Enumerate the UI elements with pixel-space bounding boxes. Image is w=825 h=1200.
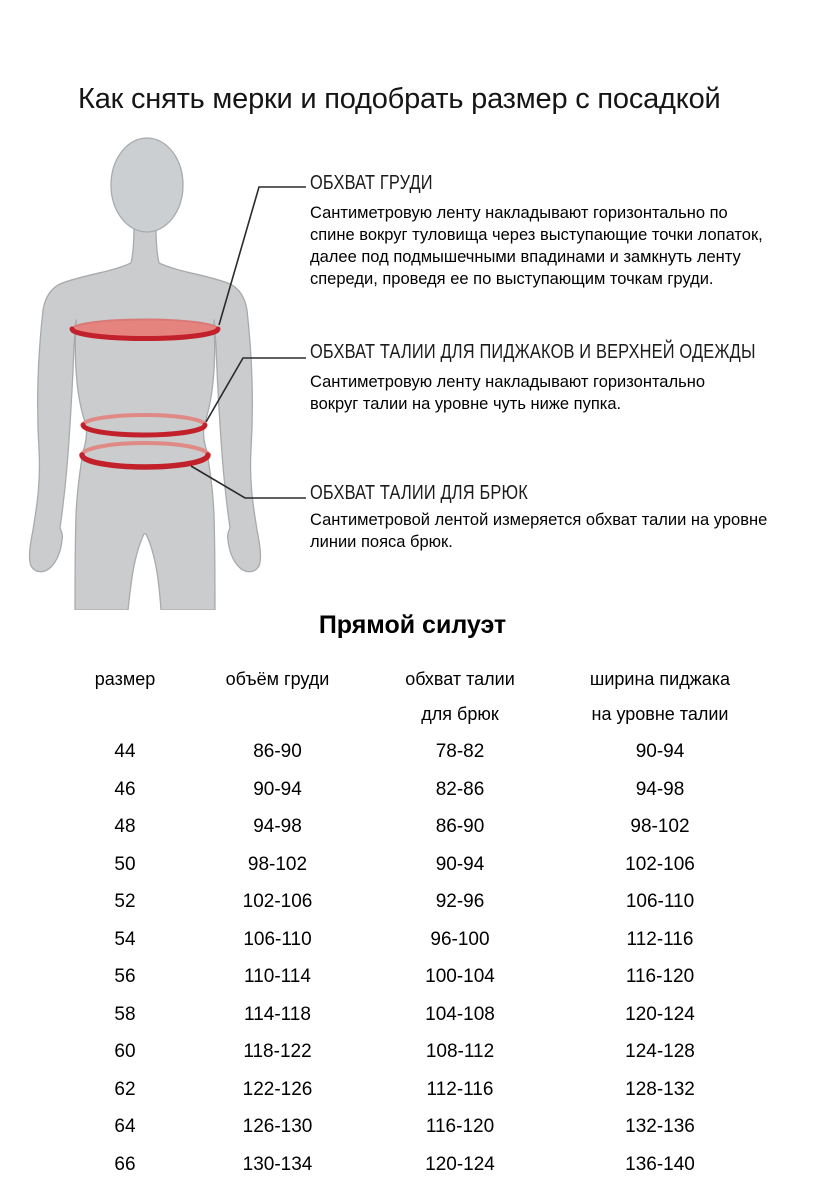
measurement-trouser-waist-heading: ОБХВАТ ТАЛИИ ДЛЯ БРЮК	[310, 482, 528, 504]
measurement-jacket-waist-heading: ОБХВАТ ТАЛИИ ДЛЯ ПИДЖАКОВ И ВЕРХНЕЙ ОДЕЖДЫ	[310, 341, 756, 363]
cell-jacket: 98-102	[630, 816, 690, 837]
cell-jacket: 102-106	[625, 853, 695, 875]
cell-size: 44	[114, 741, 136, 762]
measurement-chest-heading: ОБХВАТ ГРУДИ	[310, 172, 433, 194]
silhouette-head	[111, 138, 183, 232]
cell-waist: 112-116	[426, 1078, 494, 1100]
cell-jacket: 128-132	[625, 1078, 695, 1100]
column-header-jacket-width: ширина пиджака	[589, 669, 731, 689]
cell-waist: 78-82	[435, 741, 485, 762]
table-row	[80, 890, 785, 928]
column-header-waist-line2: для брюк	[421, 704, 499, 724]
cell-jacket: 136-140	[625, 1153, 695, 1175]
cell-jacket: 94-98	[635, 778, 685, 800]
measurement-jacket-waist-description: Сантиметровую ленту накладывают горизонтально вокруг талии на уровне чуть ниже пупка.	[310, 373, 706, 413]
cell-size: 66	[114, 1153, 136, 1175]
cell-size: 62	[114, 1078, 136, 1100]
cell-waist: 120-124	[425, 1153, 495, 1175]
cell-chest: 106-110	[243, 928, 312, 950]
cell-size: 58	[114, 1003, 136, 1025]
measurement-trouser-waist-description: Сантиметровой лентой измеряется обхват талии на уровне линии пояса брюк.	[310, 511, 768, 551]
table-row	[80, 1078, 785, 1116]
cell-size: 52	[114, 891, 136, 912]
measurement-chest-description: Сантиметровую ленту накладывают горизонтально по спине вокруг туловища через выступающие точки лопаток, далее под подмышечными впадинами и замкнуть ленту спереди, проведя ее по выступающим точкам груди.	[310, 204, 763, 288]
table-row	[80, 1040, 785, 1078]
table-row	[80, 1115, 785, 1153]
cell-jacket: 116-120	[625, 966, 695, 987]
table-header-row-1	[80, 668, 785, 690]
cell-waist: 90-94	[435, 853, 485, 875]
cell-jacket: 124-128	[625, 1041, 695, 1062]
cell-chest: 130-134	[242, 1153, 313, 1175]
column-header-waist: обхват талии	[405, 669, 515, 689]
cell-waist: 100-104	[425, 966, 495, 987]
table-row	[80, 928, 785, 966]
column-header-jacket-width-line2: на уровне талии	[591, 704, 729, 724]
page-title: Как снять мерки и подобрать размер с посадкой	[78, 83, 721, 115]
cell-chest: 86-90	[253, 741, 302, 762]
table-row	[80, 740, 785, 778]
cell-size: 48	[114, 816, 136, 837]
cell-chest: 90-94	[253, 778, 302, 800]
column-header-chest: объём груди	[225, 669, 330, 689]
cell-jacket: 132-136	[625, 1116, 695, 1137]
cell-size: 54	[114, 928, 136, 950]
cell-size: 64	[114, 1116, 136, 1137]
cell-chest: 110-114	[244, 966, 311, 987]
cell-waist: 86-90	[435, 816, 485, 837]
cell-jacket: 120-124	[625, 1003, 695, 1025]
column-header-chest-line2	[170, 703, 385, 725]
table-row	[80, 965, 785, 1003]
cell-waist: 82-86	[435, 778, 485, 800]
cell-size: 60	[114, 1041, 136, 1062]
cell-jacket: 90-94	[635, 741, 685, 762]
cell-chest: 126-130	[242, 1116, 313, 1137]
cell-waist: 108-112	[425, 1041, 495, 1062]
table-header-row-2	[80, 703, 785, 725]
cell-waist: 92-96	[435, 891, 485, 912]
measurement-jacket-waist	[310, 341, 825, 415]
chest-band	[72, 320, 218, 339]
cell-chest: 94-98	[253, 816, 302, 837]
cell-chest: 122-126	[242, 1078, 313, 1100]
table-row	[80, 815, 785, 853]
cell-waist: 116-120	[425, 1116, 495, 1137]
table-body	[80, 740, 785, 1190]
table-row	[80, 1003, 785, 1041]
measurement-trouser-waist	[310, 482, 778, 553]
cell-jacket: 112-116	[626, 928, 694, 950]
column-header-size-line2	[80, 703, 170, 725]
cell-size: 56	[114, 966, 136, 987]
cell-chest: 118-122	[243, 1041, 312, 1062]
cell-chest: 114-118	[244, 1003, 311, 1025]
body-silhouette-figure	[0, 130, 310, 610]
table-row	[80, 853, 785, 891]
cell-waist: 96-100	[430, 928, 490, 950]
table-row	[80, 778, 785, 816]
cell-size: 50	[114, 853, 136, 875]
cell-chest: 98-102	[247, 853, 308, 875]
cell-jacket: 106-110	[625, 891, 695, 912]
table-title: Прямой силуэт	[318, 611, 507, 639]
silhouette-body	[30, 227, 261, 610]
measurement-chest	[310, 172, 768, 290]
cell-waist: 104-108	[425, 1003, 495, 1025]
cell-size: 46	[114, 778, 136, 800]
table-row	[80, 1153, 785, 1191]
cell-chest: 102-106	[242, 891, 313, 912]
column-header-size: размер	[94, 669, 156, 689]
